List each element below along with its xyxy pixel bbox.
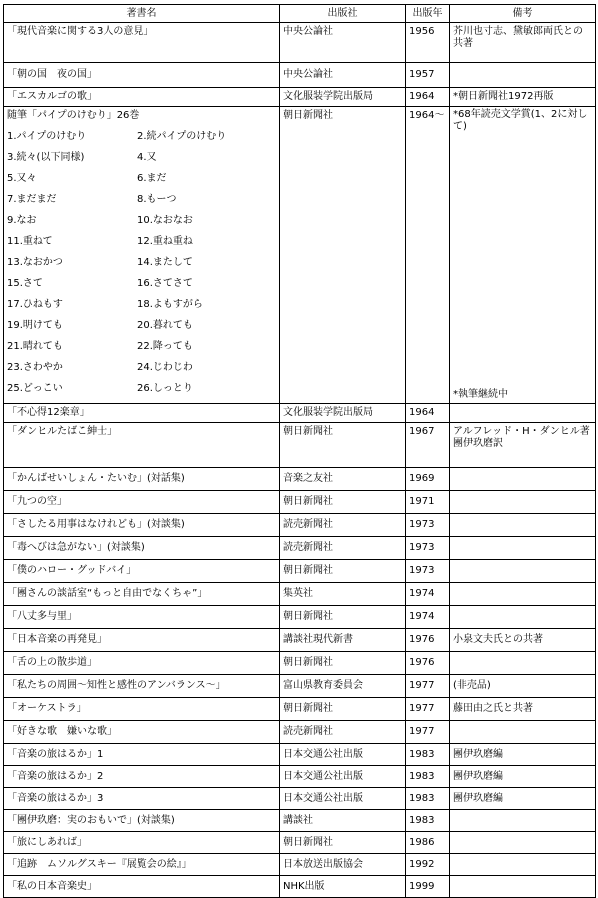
book-publisher: 朝日新聞社 bbox=[280, 606, 406, 629]
volume-pair bbox=[7, 294, 276, 315]
table-row bbox=[4, 652, 596, 675]
book-note: 團伊玖磨編 bbox=[450, 744, 596, 766]
book-title: 「現代音楽に関する3人の意見」 bbox=[4, 23, 280, 63]
book-year: 1973 bbox=[406, 560, 450, 583]
bibliography-table bbox=[3, 4, 596, 898]
volume-item: 11.重ねて bbox=[7, 236, 53, 247]
series-title: 随筆「パイプのけむり」26巻 bbox=[7, 110, 140, 121]
book-note bbox=[450, 63, 596, 88]
volume-item: 14.またして bbox=[137, 257, 193, 268]
book-title: 「私たちの周囲～知性と感性のアンバランス～」 bbox=[4, 675, 280, 698]
table-row bbox=[4, 832, 596, 854]
volume-item: 18.よもすがら bbox=[137, 299, 203, 310]
volume-item: 25.どっこい bbox=[7, 383, 63, 394]
volume-pair bbox=[7, 252, 276, 273]
book-year: 1971 bbox=[406, 491, 450, 514]
book-note bbox=[450, 876, 596, 898]
table-row bbox=[4, 698, 596, 721]
table-row bbox=[4, 514, 596, 537]
volume-item: 10.なおなお bbox=[137, 215, 193, 226]
book-year: 1973 bbox=[406, 514, 450, 537]
book-year: 1986 bbox=[406, 832, 450, 854]
volume-item: 7.まだまだ bbox=[7, 194, 57, 205]
table-row bbox=[4, 766, 596, 788]
volume-item: 17.ひねもす bbox=[7, 299, 63, 310]
book-year: 1977 bbox=[406, 675, 450, 698]
book-year: 1999 bbox=[406, 876, 450, 898]
book-publisher: 日本交通公社出版 bbox=[280, 788, 406, 810]
book-title: 「さしたる用事はなけれども」(対談集) bbox=[4, 514, 280, 537]
book-year: 1977 bbox=[406, 698, 450, 721]
book-note: (非売品) bbox=[450, 675, 596, 698]
book-title: 「私の日本音楽史」 bbox=[4, 876, 280, 898]
volume-item: 12.重ね重ね bbox=[137, 236, 193, 247]
book-title: 「旅にしあれば」 bbox=[4, 832, 280, 854]
table-row bbox=[4, 423, 596, 468]
volume-item: 15.さて bbox=[7, 278, 43, 289]
volume-item: 26.しっとり bbox=[137, 383, 193, 394]
book-note bbox=[450, 514, 596, 537]
volume-pair bbox=[7, 210, 276, 231]
book-publisher: 中央公論社 bbox=[280, 63, 406, 88]
header-publisher: 出版社 bbox=[280, 5, 406, 23]
book-note bbox=[450, 468, 596, 491]
header-row bbox=[4, 5, 596, 23]
book-year: 1976 bbox=[406, 629, 450, 652]
book-publisher: 講談社 bbox=[280, 810, 406, 832]
book-note bbox=[450, 832, 596, 854]
volume-item: 8.もーつ bbox=[137, 194, 177, 205]
book-publisher: 日本交通公社出版 bbox=[280, 744, 406, 766]
book-publisher: 朝日新聞社 bbox=[280, 698, 406, 721]
book-note bbox=[450, 404, 596, 423]
book-year: 1976 bbox=[406, 652, 450, 675]
book-note: *朝日新聞社1972再版 bbox=[450, 88, 596, 107]
volume-pair bbox=[7, 273, 276, 294]
series-note-cell bbox=[450, 107, 596, 404]
book-publisher: 朝日新聞社 bbox=[280, 423, 406, 468]
volume-item: 9.なお bbox=[7, 215, 37, 226]
series-note-ongoing: *執筆継続中 bbox=[453, 389, 508, 400]
book-year: 1973 bbox=[406, 537, 450, 560]
book-publisher: 文化服装学院出版局 bbox=[280, 88, 406, 107]
series-publisher: 朝日新聞社 bbox=[280, 107, 406, 404]
table-row bbox=[4, 537, 596, 560]
table-row bbox=[4, 721, 596, 744]
book-year: 1964 bbox=[406, 404, 450, 423]
header-year: 出版年 bbox=[406, 5, 450, 23]
book-title: 「八丈多与里」 bbox=[4, 606, 280, 629]
volume-item: 21.晴れても bbox=[7, 341, 63, 352]
book-title: 「オーケストラ」 bbox=[4, 698, 280, 721]
book-note bbox=[450, 560, 596, 583]
book-publisher: 朝日新聞社 bbox=[280, 652, 406, 675]
table-row bbox=[4, 560, 596, 583]
book-year: 1957 bbox=[406, 63, 450, 88]
volume-item: 5.又々 bbox=[7, 173, 37, 184]
book-publisher: 朝日新聞社 bbox=[280, 560, 406, 583]
book-title: 「九つの空」 bbox=[4, 491, 280, 514]
book-note: 團伊玖磨編 bbox=[450, 788, 596, 810]
book-title: 「日本音楽の再発見」 bbox=[4, 629, 280, 652]
book-note: 芥川也寸志、黛敏郎両氏との共著 bbox=[450, 23, 596, 63]
table-row bbox=[4, 854, 596, 876]
volume-pair bbox=[7, 168, 276, 189]
book-note: 小泉文夫氏との共著 bbox=[450, 629, 596, 652]
volume-item: 16.さてさて bbox=[137, 278, 193, 289]
book-year: 1974 bbox=[406, 606, 450, 629]
volume-item: 6.まだ bbox=[137, 173, 167, 184]
volume-pair bbox=[7, 336, 276, 357]
book-publisher: 音楽之友社 bbox=[280, 468, 406, 491]
book-publisher: 中央公論社 bbox=[280, 23, 406, 63]
book-title: 「不心得12楽章」 bbox=[4, 404, 280, 423]
volume-item: 20.暮れても bbox=[137, 320, 193, 331]
book-publisher: 読売新聞社 bbox=[280, 514, 406, 537]
volume-pair bbox=[7, 357, 276, 378]
book-note bbox=[450, 606, 596, 629]
volume-item: 19.明けても bbox=[7, 320, 63, 331]
book-publisher: 文化服装学院出版局 bbox=[280, 404, 406, 423]
volume-pair bbox=[7, 147, 276, 168]
book-publisher: 読売新聞社 bbox=[280, 721, 406, 744]
book-year: 1983 bbox=[406, 744, 450, 766]
volume-item: 13.なおかつ bbox=[7, 257, 63, 268]
volume-item: 2.続パイプのけむり bbox=[137, 131, 227, 142]
book-publisher: 朝日新聞社 bbox=[280, 491, 406, 514]
table-row bbox=[4, 88, 596, 107]
book-year: 1977 bbox=[406, 721, 450, 744]
series-cell bbox=[4, 107, 280, 404]
book-title: 「かんばせいしょん・たいむ」(対話集) bbox=[4, 468, 280, 491]
volume-pair bbox=[7, 189, 276, 210]
book-note: 團伊玖磨編 bbox=[450, 766, 596, 788]
book-title: 「毒へびは急がない」(対談集) bbox=[4, 537, 280, 560]
table-row bbox=[4, 606, 596, 629]
table-row bbox=[4, 404, 596, 423]
table-row bbox=[4, 63, 596, 88]
book-title: 「僕のハロー・グッドバイ」 bbox=[4, 560, 280, 583]
book-year: 1969 bbox=[406, 468, 450, 491]
volume-item: 1.パイプのけむり bbox=[7, 131, 87, 142]
book-title: 「音楽の旅はるか」1 bbox=[4, 744, 280, 766]
book-publisher: 読売新聞社 bbox=[280, 537, 406, 560]
book-title: 「音楽の旅はるか」2 bbox=[4, 766, 280, 788]
volume-pair bbox=[7, 231, 276, 252]
header-note: 備考 bbox=[450, 5, 596, 23]
book-publisher: 日本放送出版協会 bbox=[280, 854, 406, 876]
table-row bbox=[4, 468, 596, 491]
volume-item: 4.又 bbox=[137, 152, 157, 163]
book-year: 1956 bbox=[406, 23, 450, 63]
book-title: 「團伊玖磨：実のおもいで」(対談集) bbox=[4, 810, 280, 832]
book-year: 1992 bbox=[406, 854, 450, 876]
book-year: 1967 bbox=[406, 423, 450, 468]
book-title: 「音楽の旅はるか」3 bbox=[4, 788, 280, 810]
volume-item: 23.さわやか bbox=[7, 362, 63, 373]
book-note bbox=[450, 583, 596, 606]
book-note bbox=[450, 652, 596, 675]
volume-item: 24.じわじわ bbox=[137, 362, 193, 373]
book-title: 「好きな歌 嫌いな歌」 bbox=[4, 721, 280, 744]
book-title: 「舌の上の散歩道」 bbox=[4, 652, 280, 675]
book-title: 「團さんの談話室“もっと自由でなくちゃ”」 bbox=[4, 583, 280, 606]
book-note: 藤田由之氏と共著 bbox=[450, 698, 596, 721]
book-publisher: NHK出版 bbox=[280, 876, 406, 898]
book-title: 「エスカルゴの歌」 bbox=[4, 88, 280, 107]
book-year: 1983 bbox=[406, 810, 450, 832]
table-row bbox=[4, 744, 596, 766]
book-note bbox=[450, 810, 596, 832]
table-row bbox=[4, 810, 596, 832]
book-publisher: 集英社 bbox=[280, 583, 406, 606]
series-year: 1964～ bbox=[406, 107, 450, 404]
book-publisher: 講談社現代新書 bbox=[280, 629, 406, 652]
table-row bbox=[4, 23, 596, 63]
book-note bbox=[450, 537, 596, 560]
book-publisher: 日本交通公社出版 bbox=[280, 766, 406, 788]
series-note-award: *68年読売文学賞(1、2に対して) bbox=[453, 109, 588, 132]
volume-item: 22.降っても bbox=[137, 341, 193, 352]
book-note bbox=[450, 491, 596, 514]
table-row bbox=[4, 876, 596, 898]
book-year: 1983 bbox=[406, 766, 450, 788]
table-row bbox=[4, 629, 596, 652]
book-title: 「追跡 ムソルグスキー『展覧会の絵』」 bbox=[4, 854, 280, 876]
table-row bbox=[4, 675, 596, 698]
table-row bbox=[4, 491, 596, 514]
book-publisher: 富山県教育委員会 bbox=[280, 675, 406, 698]
book-title: 「朝の国 夜の国」 bbox=[4, 63, 280, 88]
volume-item: 3.続々(以下同様) bbox=[7, 152, 85, 163]
volume-pair bbox=[7, 378, 276, 399]
volume-pair bbox=[7, 315, 276, 336]
series-row bbox=[4, 107, 596, 404]
book-note bbox=[450, 854, 596, 876]
book-note bbox=[450, 721, 596, 744]
book-publisher: 朝日新聞社 bbox=[280, 832, 406, 854]
table-row bbox=[4, 788, 596, 810]
volume-pair bbox=[7, 126, 276, 147]
table-row bbox=[4, 583, 596, 606]
header-title: 著書名 bbox=[4, 5, 280, 23]
book-year: 1964 bbox=[406, 88, 450, 107]
book-year: 1983 bbox=[406, 788, 450, 810]
book-year: 1974 bbox=[406, 583, 450, 606]
book-title: 「ダンヒルたばこ紳士」 bbox=[4, 423, 280, 468]
book-note: アルフレッド・H・ダンヒル著 團伊玖磨訳 bbox=[450, 423, 596, 468]
